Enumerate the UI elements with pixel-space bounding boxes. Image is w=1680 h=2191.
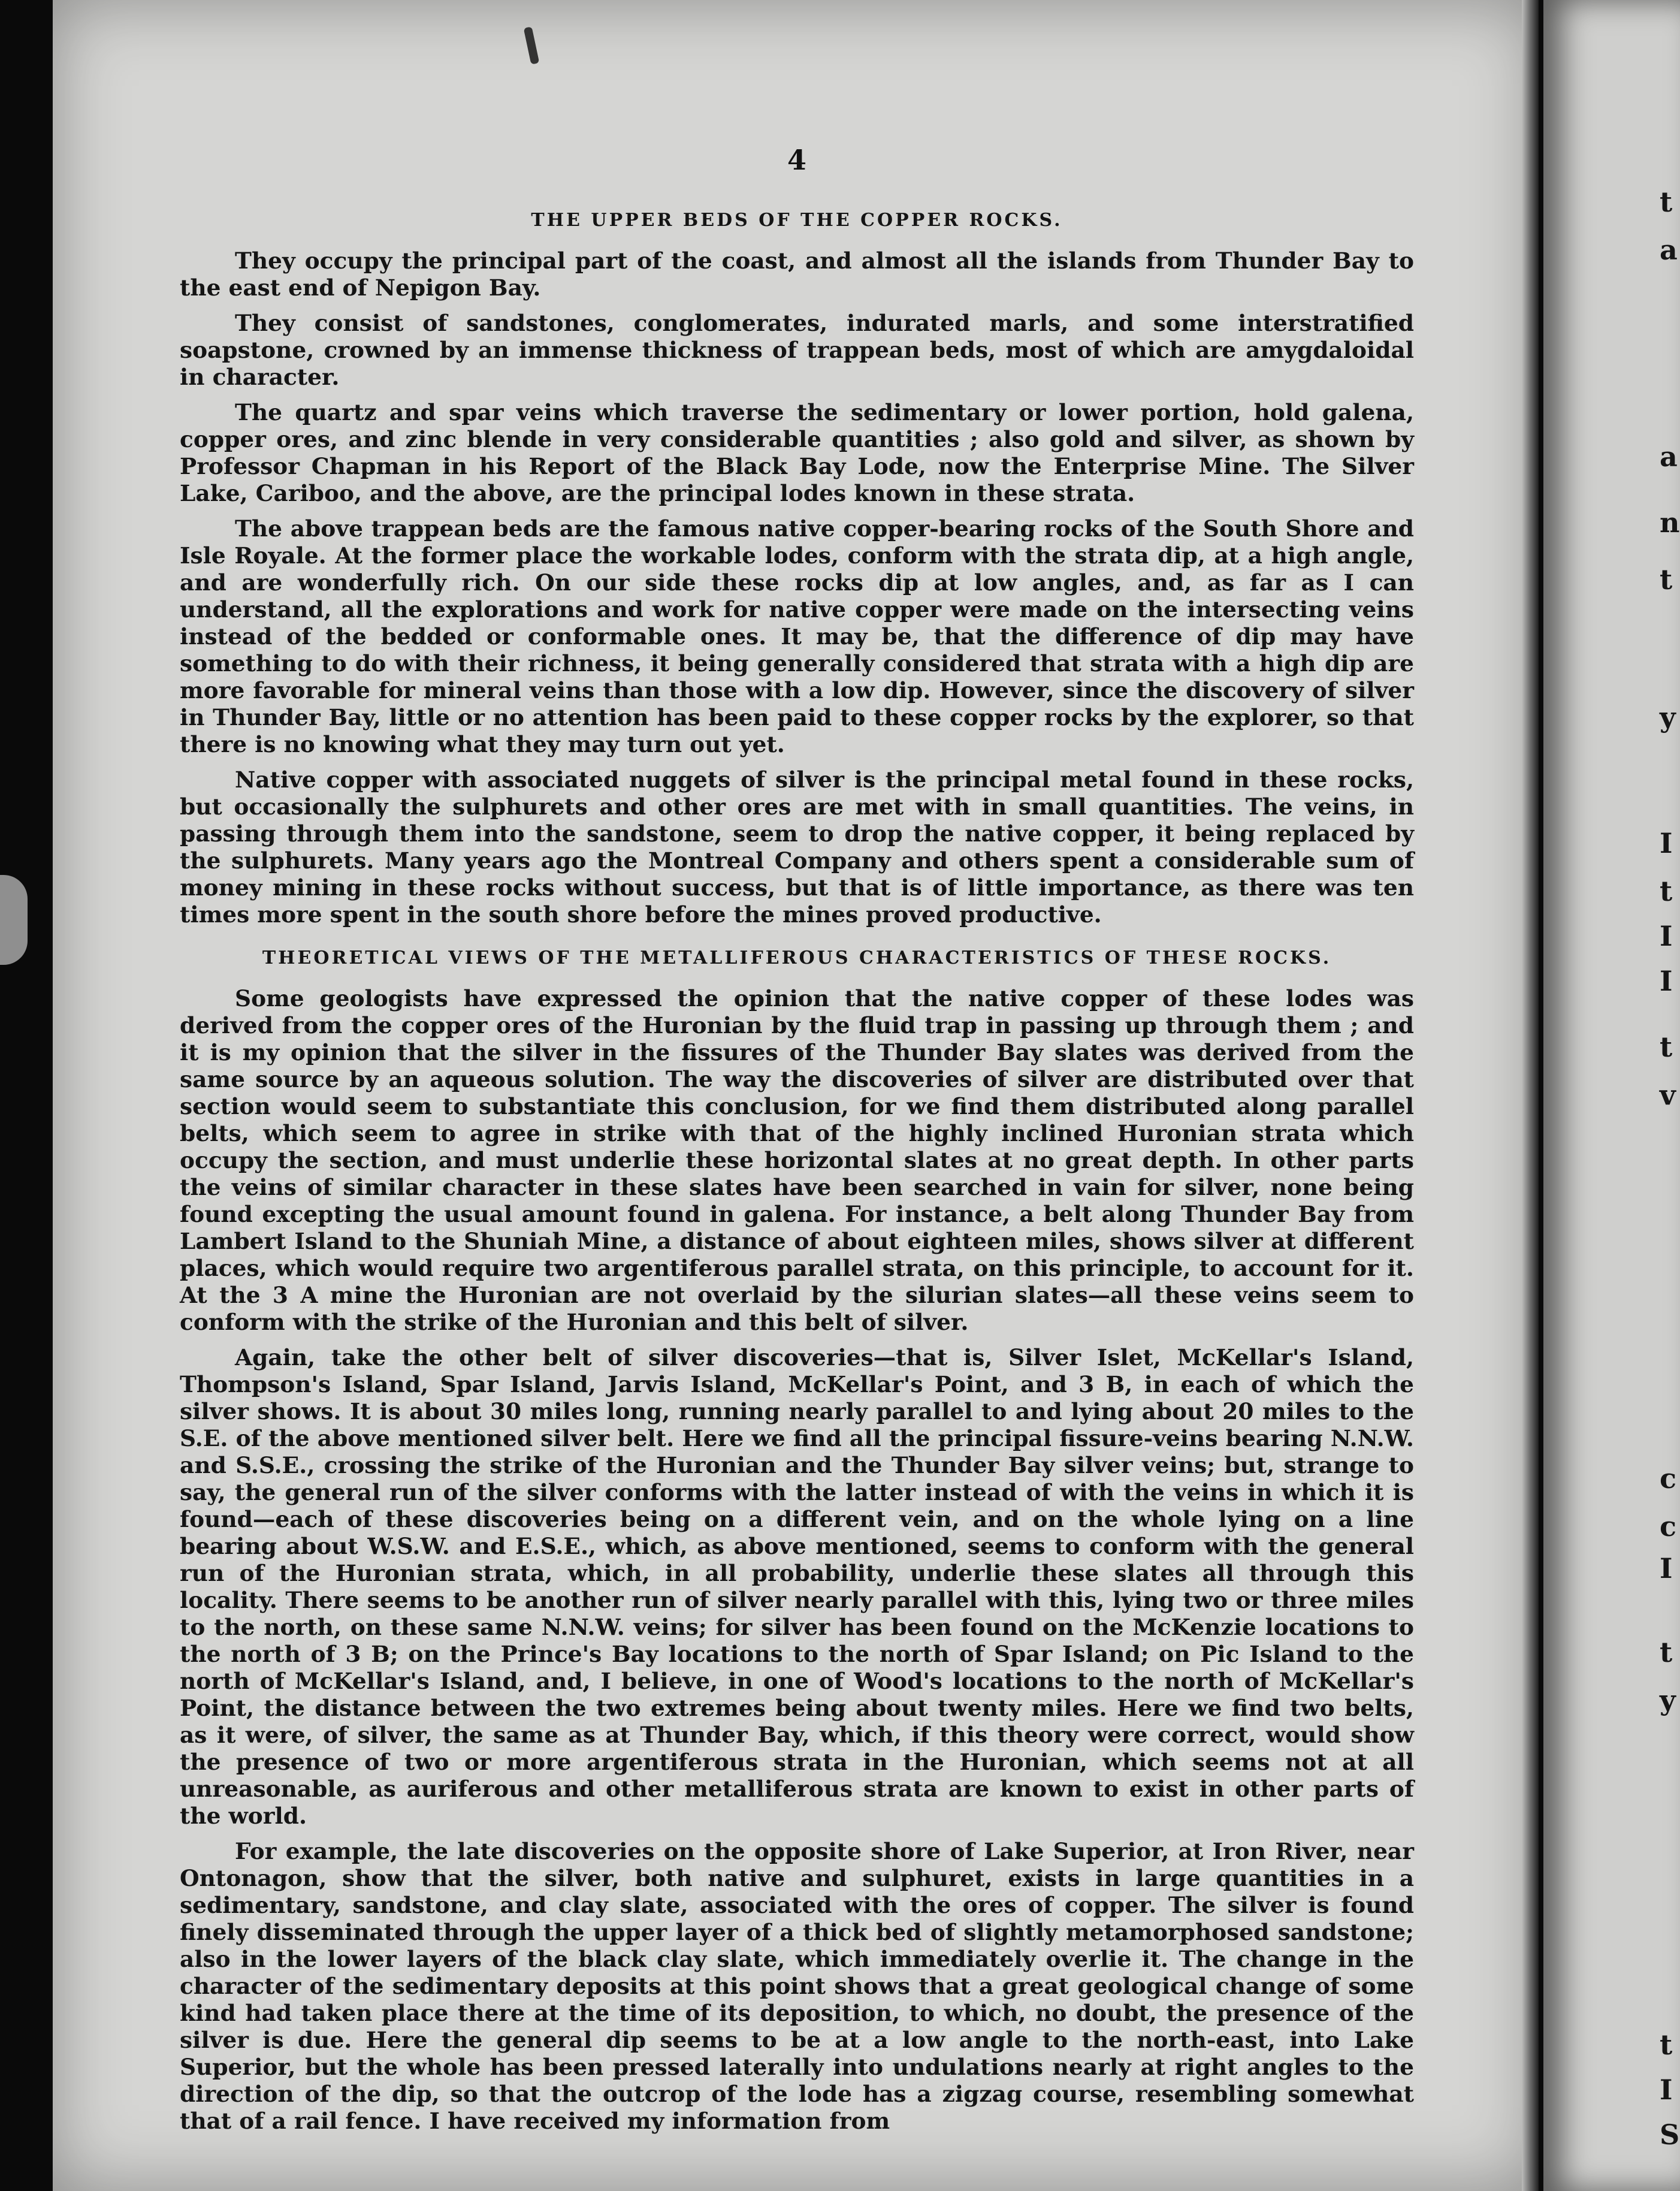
page-number: 4 [787, 144, 806, 176]
page-fold [1522, 0, 1539, 2191]
edge-letter: t [1660, 1031, 1673, 1063]
edge-letter: t [1660, 563, 1673, 596]
edge-letter: I [1660, 965, 1673, 997]
section-heading-theoretical-views: THEORETICAL VIEWS OF THE METALLIFEROUS CHARACTERISTICS OF THESE ROCKS. [262, 947, 1332, 968]
edge-letter: t [1660, 186, 1673, 218]
edge-letter: I [1660, 1552, 1673, 1585]
page-content [180, 210, 1414, 2143]
edge-letter: a [1660, 234, 1678, 266]
edge-letter: I [1660, 2074, 1673, 2106]
edge-letter: S [1660, 2118, 1680, 2151]
edge-letter: a [1660, 440, 1678, 473]
edge-letter: n [1660, 506, 1680, 539]
paragraph: Again, take the other belt of silver discoveries—that is, Silver Islet, McKellar's Island, Thompson's Island, Spar Island, Jarvis Island, McKellar's Point, and 3 B, in each of which the silver shows. It is about 30 miles long, running nearly parallel to and lying about 20 miles to the S.E. of the above mentioned silver belt. Here we find all the principal fissure-veins bearing N.N.W. and S.S.E., crossing the strike of the Huronian and the Thunder Bay silver veins; but, strange to say, the general run of the silver conforms with the latter instead of with the veins in which it is found—each of these discoveries being on a different vein, and on the whole lying on a line bearing about W.S.W. and E.S.E., which, as above mentioned, seems to conform with the general run of the Huronian strata, which, in all probability, underlie these slates all through this locality. There seems to be another run of silver nearly parallel with this, lying two or three miles to the north, on these same N.N.W. veins; for silver has been found on the McKenzie locations to the north of 3 B; on the Prince's Bay locations to the north of Spar Island; on Pic Island to the north of McKellar's Island, and, I believe, in one of Wood's locations to the north of McKellar's Point, the distance between the two extremes being about twenty miles. Here we find two belts, as it were, of silver, the same as at Thunder Bay, which, if this theory were correct, would show the presence of two or more argentiferous strata in the Huronian, which seems not at all unreasonable, as auriferous and other metalliferous strata are known to exist in other parts of the world. [180, 1344, 1414, 1829]
edge-letter: I [1660, 920, 1673, 952]
paragraph: They consist of sandstones, conglomerates, indurated marls, and some interstratified soapstone, crowned by an immense thickness of trappean beds, most of which are amygdaloidal in character. [180, 310, 1414, 390]
edge-letter: I [1660, 827, 1673, 859]
paragraph: They occupy the principal part of the coast, and almost all the islands from Thunder Bay to the east end of Nepigon Bay. [180, 248, 1414, 301]
paragraph: Some geologists have expressed the opinion that the native copper of these lodes was derived from the copper ores of the Huronian by the fluid trap in passing up through them ; and it is my opinion that the silver in the fissures of the Thunder Bay slates was derived from the same source by an aqueous solution. The way the discoveries of silver are distributed over that section would seem to substantiate this conclusion, for we find them distributed along parallel belts, which seem to agree in strike with that of the highly inclined Huronian strata which occupy the section, and must underlie these horizontal slates at no great depth. In other parts the veins of similar character in these slates have been searched in vain for silver, none being found excepting the usual amount found in galena. For instance, a belt along Thunder Bay from Lambert Island to the Shuniah Mine, a distance of about eighteen miles, shows silver at different places, which would require two argentiferous parallel strata, on this principle, to account for it. At the 3 A mine the Huronian are not overlaid by the silurian slates—all these veins seem to conform with the strike of the Huronian and this belt of silver. [180, 985, 1414, 1335]
section-gap [180, 937, 1414, 947]
edge-letter: t [1660, 875, 1673, 907]
paragraph: The above trappean beds are the famous native copper-bearing rocks of the South Shore and Isle Royale. At the former place the workable lodes, conform with the strata dip, at a high angle, and are wonderfully rich. On our side these rocks dip at low angles, and, as far as I can understand, all the explorations and work for native copper were made on the intersecting veins instead of the bedded or conformable ones. It may be, that the difference of dip may have something to do with their richness, it being generally considered that strata with a high dip are more favorable for mineral veins than those with a low dip. However, since the discovery of silver in Thunder Bay, little or no attention has been paid to these copper rocks by the explorer, so that there is no knowing what they may turn out yet. [180, 515, 1414, 758]
paragraph: For example, the late discoveries on the opposite shore of Lake Superior, at Iron River, near Ontonagon, show that the silver, both native and sulphuret, exists in large quantities in a sedimentary, sandstone, and clay slate, associated with the ores of copper. The silver is found finely disseminated through the upper layer of a thick bed of slightly metamorphosed sandstone; also in the lower layers of the black clay slate, which immediately overlie it. The change in the character of the sedimentary deposits at this point shows that a great geological change of some kind had taken place there at the time of its deposition, to which, no doubt, the presence of the silver is due. Here the general dip seems to be at a low angle to the north-east, into Lake Superior, but the whole has been pressed laterally into undulations nearly at right angles to the direction of the dip, so that the outcrop of the lode has a zigzag course, resembling somewhat that of a rail fence. I have received my information from [180, 1838, 1414, 2134]
edge-letter: y [1660, 1684, 1676, 1716]
edge-letter: v [1660, 1079, 1676, 1111]
edge-letter: c [1660, 1510, 1677, 1543]
edge-letter: t [1660, 1636, 1673, 1668]
edge-letter: c [1660, 1462, 1677, 1495]
edge-letter: t [1660, 2029, 1673, 2061]
paragraph: Native copper with associated nuggets of silver is the principal metal found in these rocks, but occasionally the sulphurets and other ores are met with in small quantities. The veins, in passing through them into the sandstone, seem to drop the native copper, it being replaced by the sulphurets. Many years ago the Montreal Company and others spent a considerable sum of money mining in these rocks without success, but that is of little importance, as there was ten times more spent in the south shore before the mines proved productive. [180, 766, 1414, 928]
paragraph: The quartz and spar veins which traverse the sedimentary or lower portion, hold galena, copper ores, and zinc blende in very considerable quantities ; also gold and silver, as shown by Professor Chapman in his Report of the Black Bay Lode, now the Enterprise Mine. The Silver Lake, Cariboo, and the above, are the principal lodes known in these strata. [180, 399, 1414, 506]
section-heading-upper-beds: THE UPPER BEDS OF THE COPPER ROCKS. [531, 210, 1063, 231]
edge-letter: y [1660, 701, 1676, 734]
margin-blot [0, 875, 28, 965]
